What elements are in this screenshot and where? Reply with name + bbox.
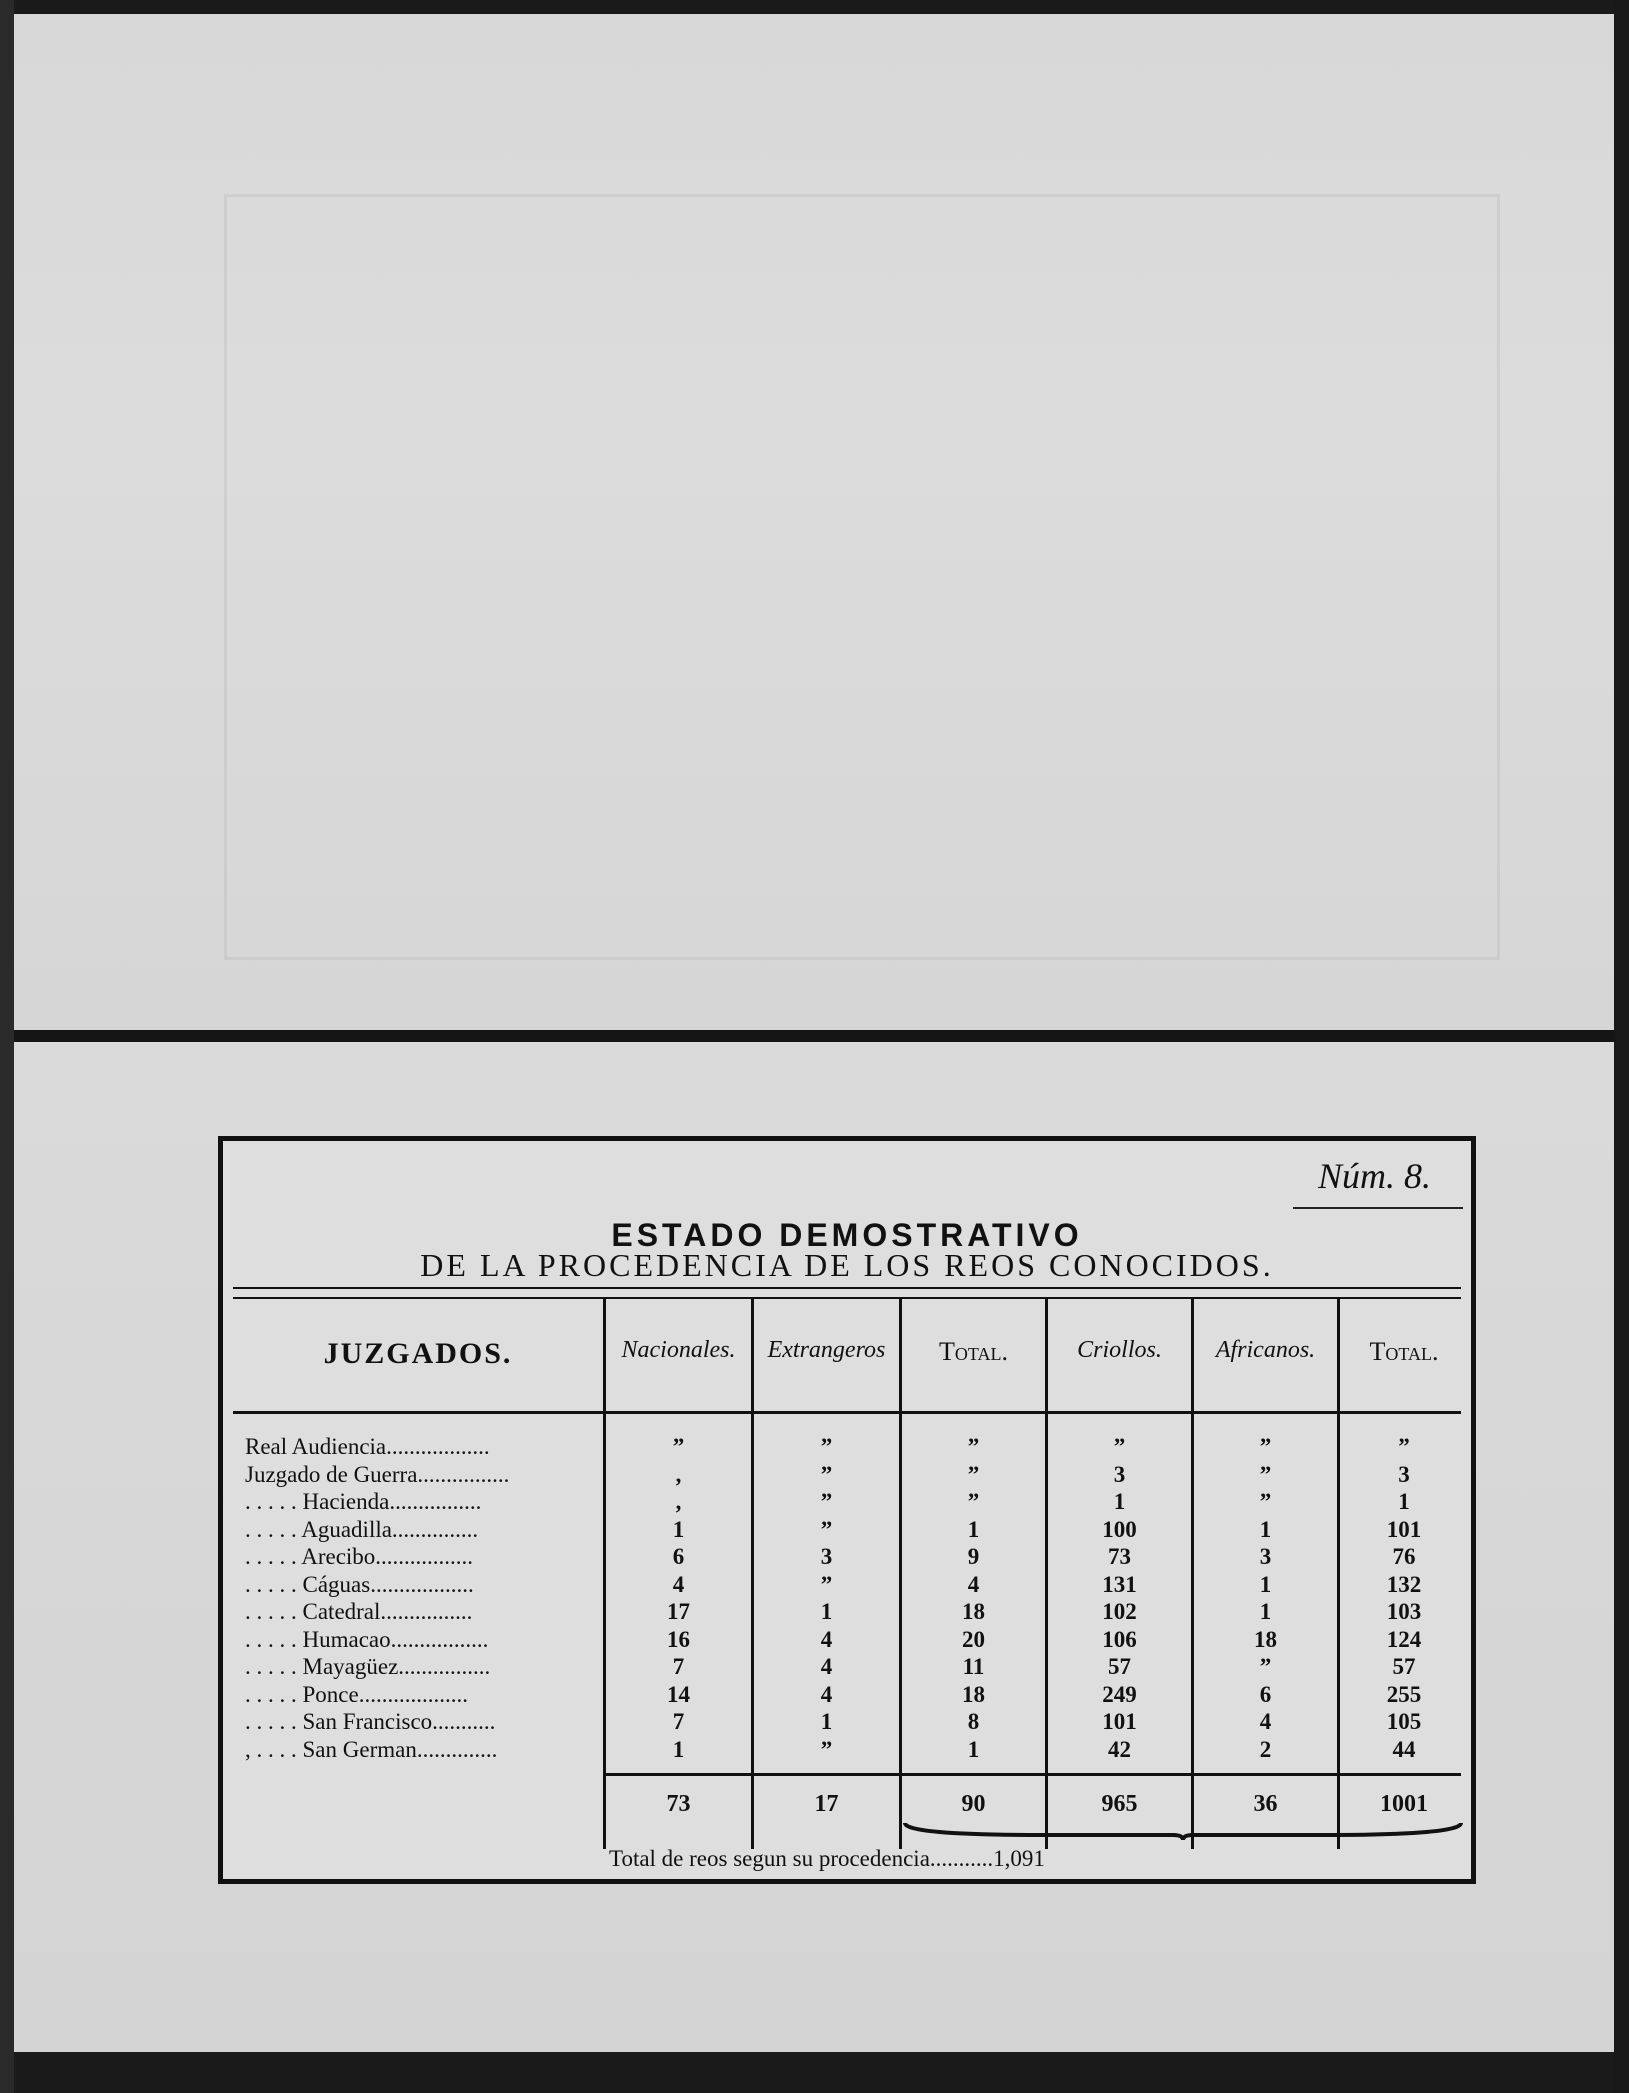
table-cell: 103 (1386, 1599, 1422, 1624)
title-double-rule (233, 1287, 1461, 1299)
column-header: Criollos. (1077, 1337, 1162, 1363)
table-cell: 102 (1102, 1599, 1137, 1624)
table-row (223, 1681, 1471, 1709)
table-cell: 14 (667, 1681, 690, 1707)
table-cell: ” (1259, 1654, 1272, 1679)
table-cell: ” (820, 1489, 833, 1514)
table-row (223, 1598, 1471, 1626)
totals-rule (603, 1773, 1461, 1776)
table-cell: ” (1113, 1434, 1126, 1459)
table-cell: 1 (672, 1516, 685, 1542)
total-cell: 965 (1101, 1791, 1138, 1817)
total-cell: 17 (814, 1791, 839, 1817)
table-row (223, 1708, 1471, 1736)
table-cell: 76 (1392, 1544, 1416, 1569)
scan-edge-bottom (0, 2052, 1629, 2093)
table-cell: 9 (967, 1544, 980, 1569)
table-cell: 3 (1113, 1461, 1126, 1487)
scan-edge-top (0, 0, 1629, 14)
table-cell: 1 (1259, 1516, 1272, 1542)
court-name: . . . . . Ponce................... (245, 1681, 468, 1707)
table-cell: 132 (1386, 1571, 1422, 1597)
total-cell: 90 (961, 1791, 986, 1817)
table-cell: 17 (667, 1599, 690, 1624)
table-cell: 1 (672, 1736, 685, 1762)
table-cell: 7 (672, 1709, 685, 1734)
table-cell: ” (967, 1461, 980, 1487)
scan-edge-left (0, 0, 14, 2093)
table-cell: , (675, 1461, 682, 1487)
court-name: . . . . . Cáguas.................. (245, 1571, 474, 1597)
table-cell: 42 (1108, 1736, 1131, 1762)
table-cell: ” (820, 1461, 833, 1487)
table-cell: 1 (967, 1736, 980, 1762)
table-number: Núm. 8. (1317, 1156, 1431, 1196)
table-cell: ” (1259, 1461, 1272, 1487)
table-cell: 18 (962, 1681, 985, 1707)
table-row (223, 1653, 1471, 1681)
table-cell: 1 (1398, 1489, 1410, 1514)
court-name: , . . . . San German.............. (245, 1736, 498, 1762)
table-row (223, 1736, 1471, 1764)
court-name: Real Audiencia.................. (245, 1434, 490, 1459)
table-cell: 105 (1386, 1709, 1422, 1734)
table-cell: 18 (1254, 1626, 1277, 1652)
table-cell: ” (1259, 1489, 1272, 1514)
table-cell: 3 (1259, 1544, 1272, 1569)
table-cell: 8 (967, 1709, 980, 1734)
column-header: Nacionales. (621, 1337, 736, 1363)
table-title: ESTADO DEMOSTRATIVO (611, 1217, 1083, 1253)
court-name: . . . . . Mayagüez................ (245, 1654, 491, 1679)
table-cell: 255 (1386, 1681, 1422, 1707)
table-cell: 4 (672, 1571, 685, 1597)
table-cell: 1 (820, 1709, 833, 1734)
table-cell: 3 (1398, 1461, 1410, 1487)
table-cell: 7 (672, 1654, 685, 1679)
total-cell: 36 (1253, 1791, 1278, 1817)
table-cell: 6 (1259, 1681, 1272, 1707)
table-cell: 11 (962, 1654, 985, 1679)
table-cell: ” (820, 1434, 833, 1459)
table-cell: 4 (820, 1626, 833, 1652)
table-cell: 131 (1102, 1571, 1137, 1597)
table-cell: 6 (672, 1544, 685, 1569)
header-rule (233, 1411, 1461, 1414)
table-cell: ” (820, 1736, 833, 1762)
column-header: Total. (1369, 1337, 1439, 1366)
total-cell: 1001 (1380, 1791, 1428, 1817)
table-cell: 1 (967, 1516, 980, 1542)
bleed-through-frame (224, 194, 1500, 960)
brace-icon (903, 1821, 1463, 1841)
table-subtitle: DE LA PROCEDENCIA DE LOS REOS CONOCIDOS. (420, 1247, 1274, 1283)
table-cell: 1 (1259, 1599, 1272, 1624)
table-cell: 16 (667, 1626, 690, 1652)
table-frame (218, 1136, 1476, 1884)
table-cell: ” (820, 1516, 833, 1542)
table-row (223, 1433, 1471, 1461)
court-name: Juzgado de Guerra................ (245, 1461, 510, 1487)
court-name: . . . . . Aguadilla............... (245, 1516, 479, 1542)
table-row (223, 1488, 1471, 1516)
table-cell: 4 (820, 1681, 833, 1707)
table-row (223, 1626, 1471, 1654)
table-row (223, 1516, 1471, 1544)
table-cell: 57 (1392, 1654, 1416, 1679)
table-cell: 3 (820, 1544, 833, 1569)
table-cell: , (675, 1489, 682, 1514)
table-cell: 1 (1259, 1571, 1272, 1597)
table-cell: ” (967, 1489, 980, 1514)
table-cell: 18 (962, 1599, 985, 1624)
table-cell: 1 (820, 1599, 833, 1624)
page-divider (0, 1030, 1629, 1042)
table-cell: ” (1259, 1434, 1272, 1459)
court-name: . . . . . Humacao................. (245, 1626, 489, 1652)
table-cell: ” (967, 1434, 980, 1459)
table-cell: ” (1398, 1434, 1410, 1459)
table-row (223, 1461, 1471, 1489)
table-cell: 101 (1386, 1516, 1422, 1542)
table-cell: 100 (1102, 1516, 1137, 1542)
table-cell: 101 (1102, 1709, 1137, 1734)
column-header: JUZGADOS. (323, 1337, 513, 1370)
table-cell: 73 (1108, 1544, 1131, 1569)
scan-edge-right (1614, 0, 1629, 2093)
table-row (223, 1571, 1471, 1599)
court-name: . . . . . Hacienda................ (245, 1489, 482, 1514)
court-name: . . . . . Arecibo................. (245, 1544, 474, 1569)
total-cell: 73 (666, 1791, 691, 1817)
table-cell: 4 (1259, 1709, 1272, 1734)
table-cell: 20 (962, 1626, 985, 1652)
table-cell: 106 (1102, 1626, 1137, 1652)
table-cell: 2 (1259, 1736, 1272, 1762)
table-cell: 1 (1113, 1489, 1126, 1514)
blank-facing-page (14, 14, 1614, 1030)
table-cell: 249 (1102, 1681, 1137, 1707)
table-cell: ” (820, 1571, 833, 1597)
number-rule (1293, 1207, 1463, 1209)
table-cell: 124 (1386, 1626, 1422, 1652)
column-header: Total. (939, 1337, 1008, 1366)
table-cell: 57 (1108, 1654, 1131, 1679)
column-header: Extrangeros (767, 1337, 886, 1363)
table-cell: 4 (820, 1654, 833, 1679)
table-cell: ” (672, 1434, 685, 1459)
grand-total: Total de reos segun su procedencia...........1,091 (609, 1846, 1045, 1871)
table-row (223, 1543, 1471, 1571)
table-cell: 44 (1392, 1736, 1416, 1762)
table-cell: 4 (967, 1571, 980, 1597)
court-name: . . . . . San Francisco........... (245, 1709, 496, 1734)
court-name: . . . . . Catedral................ (245, 1599, 473, 1624)
column-header: Africanos. (1215, 1337, 1316, 1363)
